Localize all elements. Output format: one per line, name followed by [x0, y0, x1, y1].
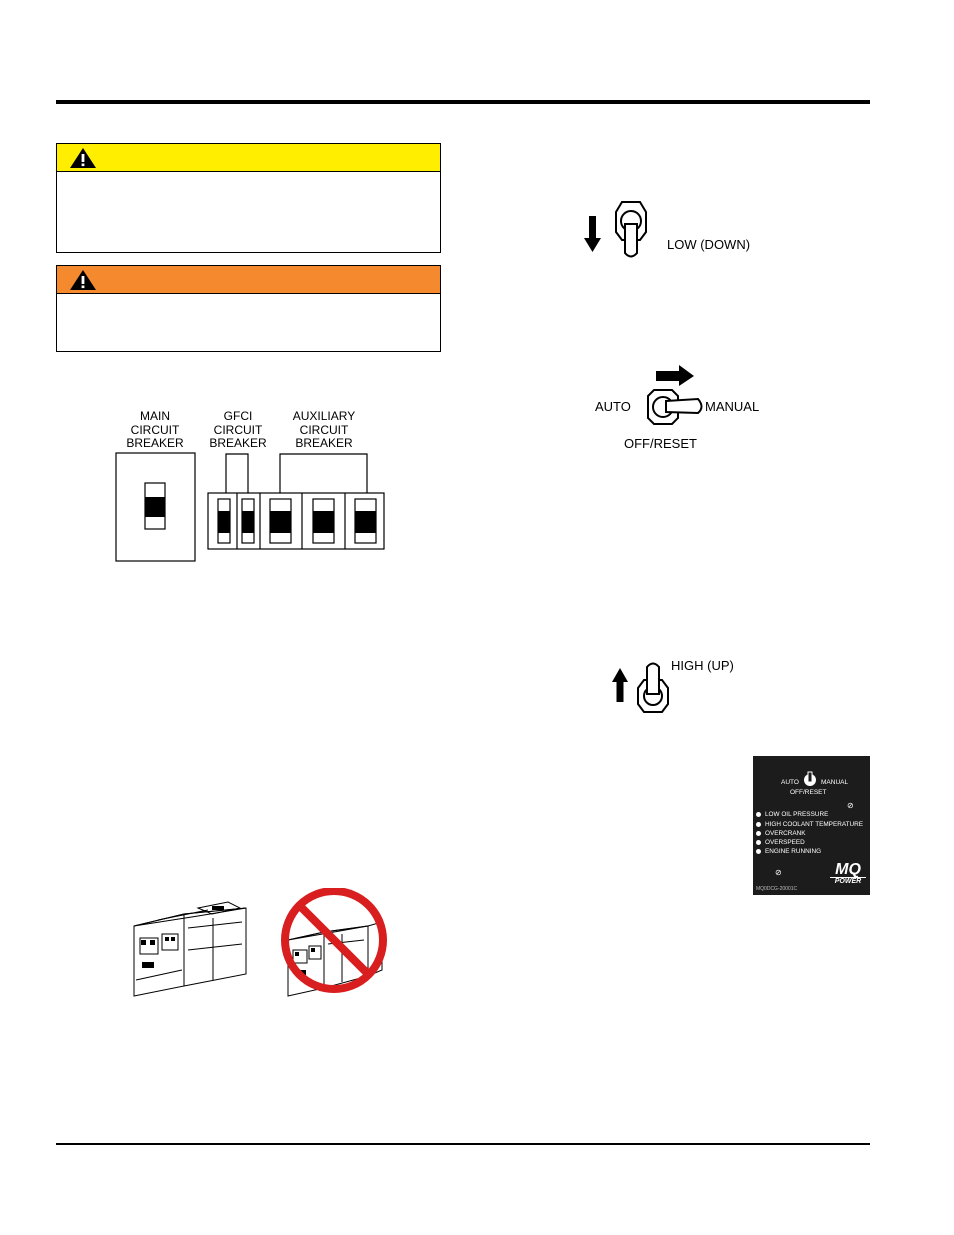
- panel-offreset-label: OFF/RESET: [790, 789, 827, 796]
- panel-screw-icon: ⊘: [847, 801, 854, 810]
- caution-header-bar: [57, 144, 440, 172]
- toggle-switch-mode: [632, 362, 712, 436]
- toggle-switch-low: [582, 198, 662, 262]
- caution-box: [56, 143, 441, 253]
- warning-header-bar: [57, 266, 440, 294]
- arrow-up-icon: [612, 668, 628, 702]
- toggle-high-label: HIGH (UP): [671, 658, 734, 673]
- generator-doors-closed: [134, 902, 246, 996]
- mode-auto-label: AUTO: [595, 399, 631, 414]
- toggle-switch-high: [608, 658, 678, 718]
- warning-box: [56, 265, 441, 352]
- toggle-low-label: LOW (DOWN): [667, 237, 751, 252]
- mq-power-logo: MQ POWER: [830, 862, 866, 886]
- aux-breaker-label: AUXILIARY CIRCUIT BREAKER: [292, 409, 356, 450]
- indicator-engine-running: ENGINE RUNNING: [756, 848, 821, 855]
- generator-illustrations: [128, 888, 388, 1000]
- mode-offreset-label: OFF/RESET: [624, 436, 697, 451]
- header-rule: [56, 100, 870, 104]
- circuit-breaker-diagram: [110, 445, 390, 565]
- generator-doors-open: [288, 922, 382, 996]
- mode-manual-label: MANUAL: [705, 399, 760, 414]
- main-breaker-label: MAIN CIRCUIT BREAKER: [126, 409, 184, 450]
- indicator-high-coolant-temperature: HIGH COOLANT TEMPERATURE: [756, 821, 863, 828]
- panel-part-number: MQ0DCG-20001C: [756, 886, 798, 892]
- indicator-low-oil-pressure: LOW OIL PRESSURE: [756, 811, 828, 818]
- arrow-down-icon: [584, 216, 601, 252]
- panel-manual-label: MANUAL: [821, 779, 849, 786]
- panel-screw-icon: ⊘: [775, 868, 782, 877]
- indicator-overspeed: OVERSPEED: [756, 839, 805, 846]
- warning-triangle-icon: [69, 147, 97, 169]
- engine-control-panel: [753, 756, 870, 895]
- indicator-overcrank: OVERCRANK: [756, 830, 805, 837]
- arrow-right-icon: [656, 365, 694, 386]
- warning-triangle-icon: [69, 269, 97, 291]
- panel-selector-switch-icon: [803, 771, 817, 787]
- footer-rule: [56, 1143, 870, 1145]
- panel-auto-label: AUTO: [781, 779, 799, 786]
- gfci-breaker-label: GFCI CIRCUIT BREAKER: [209, 409, 267, 450]
